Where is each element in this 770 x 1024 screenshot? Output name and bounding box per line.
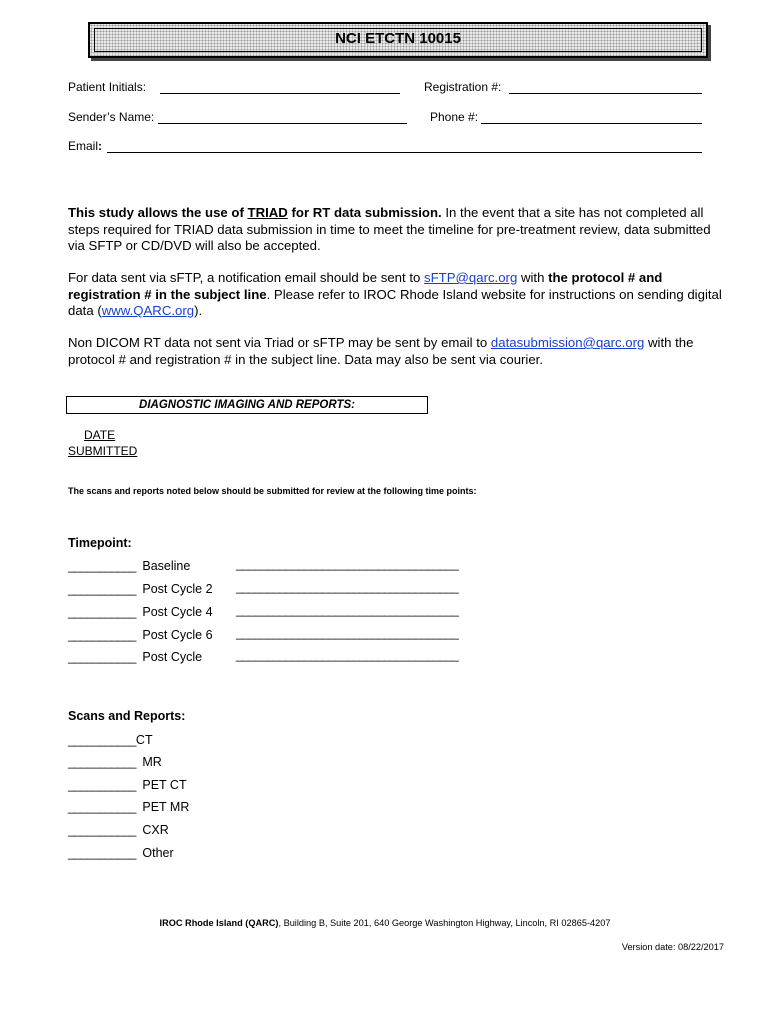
- scan-date-blank[interactable]: ___________: [68, 778, 136, 792]
- sftp-text-4: ).: [194, 303, 203, 318]
- section-title: DIAGNOSTIC IMAGING AND REPORTS:: [139, 399, 355, 411]
- email-label: [68, 139, 102, 153]
- scan-row: [68, 821, 169, 839]
- intro-bold-1: This study allows the use of: [68, 205, 248, 220]
- sftp-email-link[interactable]: sFTP@qarc.org: [424, 270, 518, 285]
- submitted-label: SUBMITTED: [68, 444, 138, 458]
- sftp-text-2: with: [517, 270, 549, 285]
- timepoint-date-blank[interactable]: ___________: [68, 559, 136, 573]
- timepoint-row: [68, 603, 213, 621]
- email-label-colon: :: [98, 139, 103, 153]
- timepoint-label: Post Cycle 6: [142, 628, 213, 642]
- sftp-bold: the protocol # and registration # in the subject line: [68, 270, 663, 302]
- patient-initials-field[interactable]: [160, 93, 400, 94]
- timepoint-row: [68, 626, 213, 644]
- timepoint-notes-blank[interactable]: ____________________________________: [236, 648, 459, 662]
- timepoint-heading: Timepoint:: [68, 536, 132, 550]
- intro-paragraph: [68, 205, 728, 255]
- phone-field[interactable]: [481, 123, 702, 124]
- timepoint-notes-blank[interactable]: ____________________________________: [236, 626, 459, 640]
- datasubmission-email-link[interactable]: datasubmission@qarc.org: [490, 335, 645, 350]
- timepoint-date-blank[interactable]: ___________: [68, 628, 136, 642]
- phone-label: Phone #:: [430, 110, 479, 124]
- title-box: [88, 22, 708, 58]
- timepoint-date-blank[interactable]: ___________: [68, 582, 136, 596]
- scans-heading: Scans and Reports:: [68, 709, 186, 723]
- scan-label: CT: [135, 733, 153, 747]
- non-dicom-paragraph: [68, 335, 728, 368]
- sftp-text-1: For data sent via sFTP, a notification email should be sent to: [68, 270, 425, 285]
- timepoint-notes-blank[interactable]: ____________________________________: [236, 603, 459, 617]
- timepoint-row: [68, 648, 202, 666]
- sender-name-field[interactable]: [158, 123, 407, 124]
- scan-label: PET CT: [142, 778, 187, 792]
- version-date: Version date: 08/22/2017: [621, 942, 724, 952]
- scan-row: [68, 731, 153, 749]
- timepoint-label: Post Cycle 2: [142, 582, 213, 596]
- email-label-text: Email: [68, 139, 99, 153]
- scan-date-blank[interactable]: ___________: [68, 755, 136, 769]
- scan-date-blank[interactable]: ___________: [68, 800, 136, 814]
- scan-date-blank[interactable]: ___________: [68, 846, 136, 860]
- scan-label: MR: [142, 755, 162, 769]
- timepoint-date-blank[interactable]: ___________: [68, 605, 136, 619]
- timepoint-label: Baseline: [142, 559, 191, 573]
- scan-date-blank[interactable]: ___________: [68, 733, 136, 747]
- intro-rest: In the event that a site has not completed all steps required for TRIAD data submission in time to meet the timeline for pre-treatment review, data submitted via SFTP or CD/DVD will also be accepted.: [68, 205, 711, 253]
- patient-initials-label: Patient Initials:: [68, 80, 147, 94]
- qarc-website-link[interactable]: www.QARC.org: [101, 303, 195, 318]
- timepoint-date-blank[interactable]: ___________: [68, 650, 136, 664]
- timepoint-notes-blank[interactable]: ____________________________________: [236, 580, 459, 594]
- footer-address-text: , Building B, Suite 201, 640 George Washington Highway, Lincoln, RI 02865-4207: [278, 918, 611, 928]
- timepoint-notes-blank[interactable]: ____________________________________: [236, 557, 459, 571]
- scan-row: [68, 753, 162, 771]
- scan-label: PET MR: [142, 800, 190, 814]
- non-dicom-text-1: Non DICOM RT data not sent via Triad or sFTP may be sent by email to: [68, 335, 491, 350]
- timepoint-label: Post Cycle: [142, 650, 203, 664]
- footer-address: [0, 918, 770, 928]
- sftp-text-3: . Please refer to IROC Rhode Island website for instructions on sending digital data (: [68, 286, 722, 318]
- scan-row: [68, 776, 187, 794]
- timepoint-row: [68, 557, 190, 575]
- page-title: NCI ETCTN 10015: [335, 30, 461, 47]
- footer-org: IROC Rhode Island (QARC): [159, 918, 279, 928]
- intro-triad: TRIAD: [247, 205, 288, 220]
- intro-bold-2: for RT data submission.: [287, 205, 442, 220]
- date-label: DATE: [84, 428, 116, 442]
- sftp-paragraph: [68, 270, 728, 320]
- email-field[interactable]: [107, 152, 702, 153]
- scan-row: [68, 844, 174, 862]
- section-header-box: [66, 396, 428, 414]
- scan-date-blank[interactable]: ___________: [68, 823, 136, 837]
- sender-name-label: Sender’s Name:: [68, 110, 155, 124]
- non-dicom-text-2: with the protocol # and registration # in the subject line. Data may also be sent via courier.: [68, 335, 694, 367]
- scan-label: Other: [142, 846, 174, 860]
- timepoint-label: Post Cycle 4: [142, 605, 213, 619]
- registration-label: Registration #:: [424, 80, 502, 94]
- timepoint-row: [68, 580, 213, 598]
- registration-field[interactable]: [509, 93, 702, 94]
- instructions-text: The scans and reports noted below should be submitted for review at the following time points:: [68, 486, 477, 496]
- scan-label: CXR: [142, 823, 169, 837]
- scan-row: [68, 798, 189, 816]
